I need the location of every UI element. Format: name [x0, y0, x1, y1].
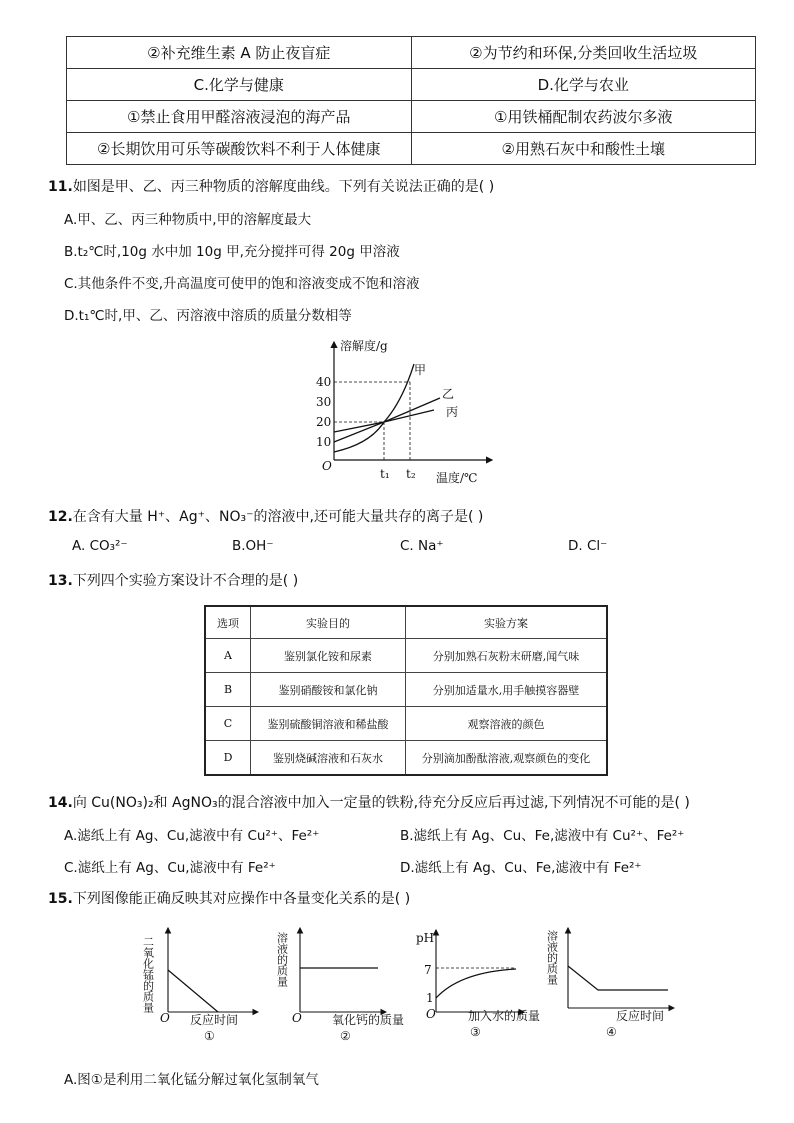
table-cell: 分别滴加酚酞溶液,观察颜色的变化 — [406, 741, 608, 776]
question-13 — [48, 570, 298, 590]
option-c: C. Na⁺ — [400, 538, 444, 554]
ph-mark: 7 — [424, 963, 432, 977]
table-cell: ②长期饮用可乐等碳酸饮料不利于人体健康 — [67, 133, 412, 165]
graph-line — [168, 970, 218, 1012]
table-cell: ①禁止食用甲醛溶液浸泡的海产品 — [67, 101, 412, 133]
y-tick: 30 — [316, 395, 332, 409]
origin-label: O — [160, 1011, 170, 1025]
table-row — [205, 707, 607, 741]
question-stem: 下列图像能正确反映其对应操作中各量变化关系的是( ) — [72, 891, 411, 907]
question-11 — [48, 176, 494, 196]
table-cell: ②用熟石灰中和酸性土壤 — [411, 133, 756, 165]
ph-mark: 1 — [426, 991, 434, 1005]
graph-line — [568, 966, 668, 990]
table-cell: 观察溶液的颜色 — [406, 707, 608, 741]
table-cell: ②补充维生素 A 防止夜盲症 — [67, 37, 412, 69]
origin-label: O — [426, 1007, 436, 1021]
table-cell: ①用铁桶配制农药波尔多液 — [411, 101, 756, 133]
curve-label: 乙 — [442, 387, 455, 401]
graph-line — [436, 969, 516, 998]
table-row — [67, 69, 756, 101]
question-number: 15. — [48, 891, 73, 907]
graph-3 — [416, 930, 540, 1039]
table-cell: A — [205, 639, 251, 673]
option-c: C.其他条件不变,升高温度可使甲的饱和溶液变成不饱和溶液 — [64, 276, 420, 292]
y-axis-label: 二氧化锰的质量 — [141, 936, 155, 1013]
table-row — [67, 37, 756, 69]
question-stem: 向 Cu(NO₃)₂和 AgNO₃的混合溶液中加入一定量的铁粉,待充分反应后再过滤,下列情况不可能的是( ) — [72, 795, 690, 811]
table-cell: B — [205, 673, 251, 707]
option-b: B.t₂℃时,10g 水中加 10g 甲,充分搅拌可得 20g 甲溶液 — [64, 244, 400, 260]
graph-number: ① — [204, 1029, 215, 1043]
curve-jia — [334, 364, 414, 452]
question-number: 14. — [48, 795, 73, 811]
curve-yi — [334, 398, 440, 442]
graph-number: ③ — [470, 1025, 481, 1039]
origin-label: O — [292, 1011, 302, 1025]
header-cell: 实验目的 — [251, 606, 406, 639]
table-cell: 分别加熟石灰粉末研磨,闻气味 — [406, 639, 608, 673]
question-15 — [48, 888, 410, 908]
question-number: 11. — [48, 179, 73, 195]
table-cell: C.化学与健康 — [67, 69, 412, 101]
x-tick: t₁ — [380, 467, 390, 481]
y-axis-label: 溶解度/g — [340, 339, 388, 353]
question-number: 13. — [48, 573, 73, 589]
option-d: D.t₁℃时,甲、乙、丙溶液中溶质的质量分数相等 — [64, 308, 352, 324]
q15-graphs — [140, 922, 680, 1046]
table-cell: 鉴别氯化铵和尿素 — [251, 639, 406, 673]
table-cell: C — [205, 707, 251, 741]
table-cell: D.化学与农业 — [411, 69, 756, 101]
curve-label: 丙 — [446, 405, 459, 419]
graph-number: ② — [340, 1029, 351, 1043]
x-axis-label: 加入水的质量 — [468, 1009, 541, 1023]
question-stem: 在含有大量 H⁺、Ag⁺、NO₃⁻的溶液中,还可能大量共存的离子是( ) — [72, 509, 484, 525]
experiment-table — [204, 605, 608, 776]
table-cell: D — [205, 741, 251, 776]
table-row — [205, 673, 607, 707]
option-d: D.滤纸上有 Ag、Cu、Fe,滤液中有 Fe²⁺ — [400, 860, 642, 876]
question-14 — [48, 792, 690, 812]
table-row — [67, 133, 756, 165]
y-axis-label: pH — [416, 931, 435, 945]
graph-1 — [142, 928, 259, 1043]
solubility-chart — [310, 336, 500, 488]
graph-number: ④ — [606, 1025, 617, 1039]
x-axis-label: 反应时间 — [190, 1013, 239, 1027]
option-b: B.OH⁻ — [232, 538, 274, 554]
question-stem: 下列四个实验方案设计不合理的是( ) — [72, 573, 299, 589]
table-row — [205, 741, 607, 776]
x-axis-label: 氧化钙的质量 — [332, 1013, 405, 1027]
x-axis-label: 温度/℃ — [436, 471, 478, 485]
y-tick: 20 — [316, 415, 332, 429]
question-number: 12. — [48, 509, 73, 525]
graph-2 — [276, 928, 405, 1043]
curve-label: 甲 — [414, 363, 427, 377]
table-cell: 鉴别硝酸铵和氯化钠 — [251, 673, 406, 707]
y-axis-label: 溶液的质量 — [545, 930, 559, 985]
question-12 — [48, 506, 483, 526]
table-cell: 鉴别硫酸铜溶液和稀盐酸 — [251, 707, 406, 741]
option-d: D. Cl⁻ — [568, 538, 608, 554]
table-cell: 分别加适量水,用手触摸容器壁 — [406, 673, 608, 707]
x-axis-label: 反应时间 — [616, 1009, 665, 1023]
table-cell: 鉴别烧碱溶液和石灰水 — [251, 741, 406, 776]
table-cell: ②为节约和环保,分类回收生活垃圾 — [411, 37, 756, 69]
option-b: B.滤纸上有 Ag、Cu、Fe,滤液中有 Cu²⁺、Fe²⁺ — [400, 828, 685, 844]
x-tick: t₂ — [406, 467, 416, 481]
y-tick: 40 — [316, 375, 332, 389]
table-row — [205, 639, 607, 673]
header-cell: 选项 — [205, 606, 251, 639]
option-a: A.图①是利用二氧化锰分解过氧化氢制氧气 — [64, 1072, 319, 1088]
options-table — [66, 36, 756, 165]
y-tick: 10 — [316, 435, 332, 449]
origin-label: O — [322, 459, 332, 473]
y-axis-label: 溶液的质量 — [275, 932, 289, 987]
table-header-row — [205, 606, 607, 639]
graph-4 — [546, 928, 675, 1039]
option-a: A.甲、乙、丙三种物质中,甲的溶解度最大 — [64, 212, 312, 228]
option-a: A.滤纸上有 Ag、Cu,滤液中有 Cu²⁺、Fe²⁺ — [64, 828, 320, 844]
header-cell: 实验方案 — [406, 606, 608, 639]
question-stem: 如图是甲、乙、丙三种物质的溶解度曲线。下列有关说法正确的是( ) — [72, 179, 495, 195]
option-a: A. CO₃²⁻ — [72, 538, 128, 554]
option-c: C.滤纸上有 Ag、Cu,滤液中有 Fe²⁺ — [64, 860, 276, 876]
table-row — [67, 101, 756, 133]
